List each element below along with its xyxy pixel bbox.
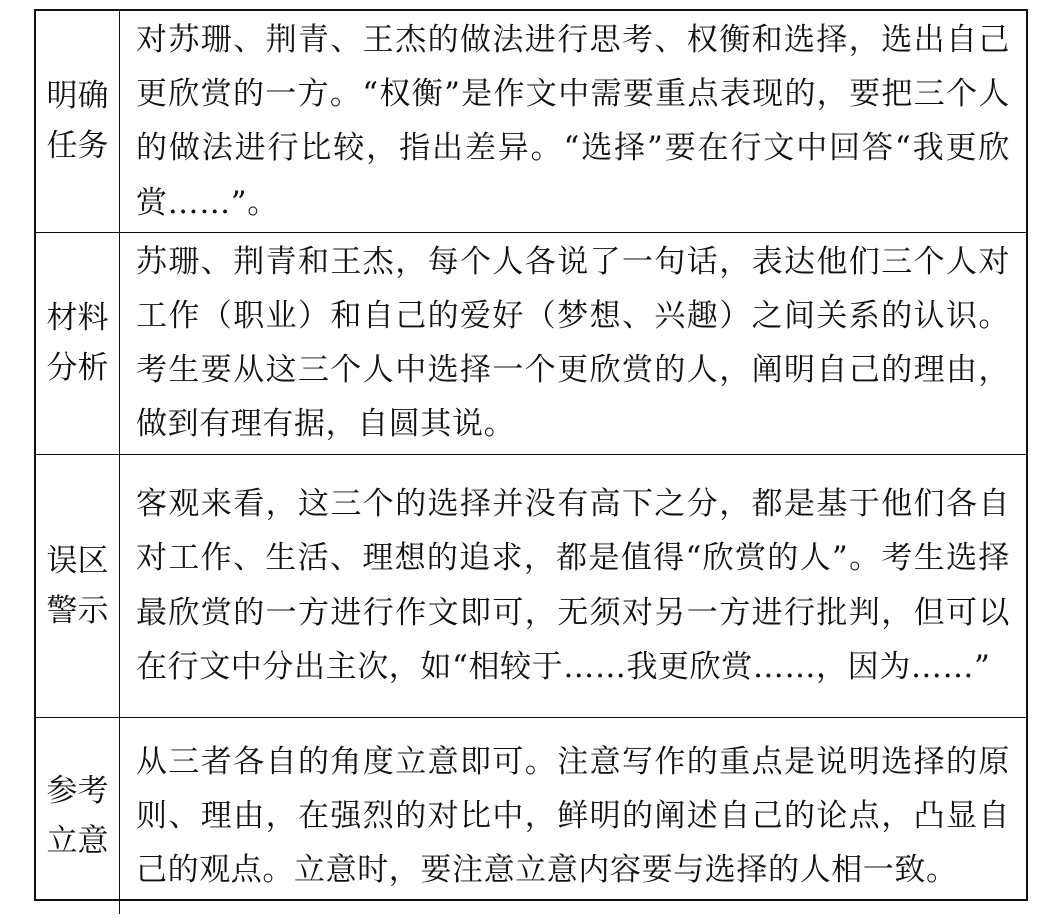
row-content-cell: [120, 717, 1027, 914]
row-content-pitfall-warning: 客观来看，这三个的选择并没有高下之分，都是基于他们各自对工作、生活、理想的追求，都是值得“欣赏的人”。考生选择最欣赏的一方进行作文即可，无须对另一方进行批判，但可以在行文中分出主次，如“相较于……我更欣赏……，因为……”: [136, 486, 1010, 685]
table-row-task: [36, 11, 1026, 232]
row-content-cell: [120, 454, 1027, 717]
guide-table: [36, 11, 1026, 914]
row-label-material-analysis: 材料分析: [46, 300, 109, 387]
row-content-material-analysis: 苏珊、荆青和王杰，每个人各说了一句话，表达他们三个人对工作（职业）和自己的爱好（梦想、兴趣）之间关系的认识。考生要从这三个人中选择一个更欣赏的人，阐明自己的理由，做到有理有据，自圆其说。: [136, 243, 1010, 443]
row-label-cell: [36, 454, 120, 717]
table-row-pitfall-warning: [36, 454, 1026, 717]
row-content-cell: [120, 11, 1027, 232]
row-content-reference-theme: 从三者各自的角度立意即可。注意写作的重点是说明选择的原则、理由，在强烈的对比中，鲜明的阐述自己的论点，凸显自己的观点。立意时，要注意立意内容要与选择的人相一致。: [136, 743, 1010, 888]
row-label-pitfall-warning: 误区警示: [46, 542, 109, 629]
row-label-task: 明确任务: [46, 78, 109, 165]
row-content-cell: [120, 232, 1027, 454]
table-row-reference-theme: [36, 717, 1026, 914]
row-label-cell: [36, 717, 120, 914]
row-label-cell: [36, 11, 120, 232]
row-content-task: 对苏珊、荆青、王杰的做法进行思考、权衡和选择，选出自己更欣赏的一方。“权衡”是作文中需要重点表现的，要把三个人的做法进行比较，指出差异。“选择”要在行文中回答“我更欣赏……”。: [136, 22, 1010, 221]
table-row-material-analysis: [36, 232, 1026, 454]
writing-guide-table: [34, 9, 1028, 901]
row-label-reference-theme: 参考立意: [46, 772, 109, 859]
row-label-cell: [36, 232, 120, 454]
